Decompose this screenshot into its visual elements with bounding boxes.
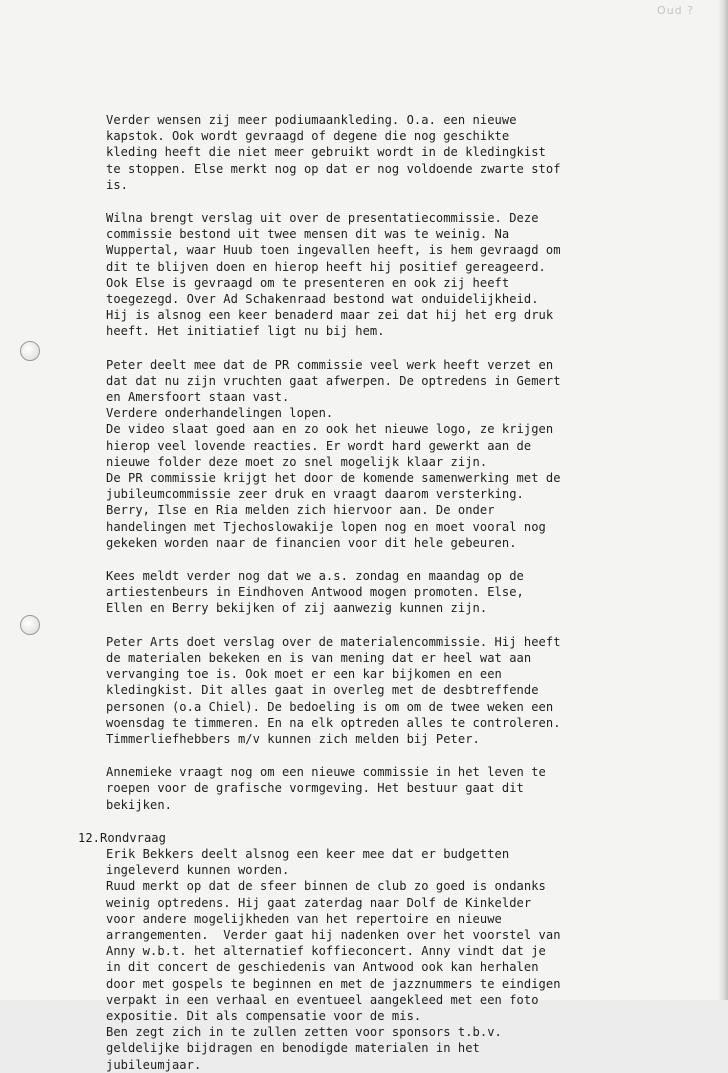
paragraph-podium-clothing: Verder wensen zij meer podiumaankleding. O.a. een nieuwe kapstok. Ook wordt gevraagd of degene die nog geschikte kleding heeft die niet meer gebruikt wordt in de kledingkist te stoppen. Else merkt nog op dat er nog voldoende zwarte stof is. bbox=[106, 113, 561, 192]
minutes-body bbox=[78, 112, 666, 1073]
paragraph-artist-fair: Kees meldt verder nog dat we a.s. zondag en maandag op de artiestenbeurs in Eindhoven Antwood mogen promoten. Else, Ellen en Berry bekijken of zij aanwezig kunnen zijn. bbox=[106, 569, 524, 616]
section-body: Erik Bekkers deelt alsnog een keer mee dat er budgetten ingeleverd kunnen worden. Ruud merkt op dat de sfeer binnen de club zo goed is ondanks weinig optredens. Hij gaat zaterdag naar Dolf de Kinkelder voor andere mogelijkheden van het repertoire en nieuwe arrangementen. Verder gaat hij nadenken over het voorstel van Anny w.b.t. het alternatief koffieconcert. Anny vindt dat je in dit concert de geschiedenis van Antwood ook kan herhalen door met gospels te beginnen en met de jazznummers te eindigen verpakt in een verhaal en eventueel aangekleed met een foto expositie. Dit als compensatie voor de mis. Ben zegt zich in te zullen zetten voor sponsors t.b.v. geldelijke bijdragen en benodigde materialen in het jubileumjaar. bbox=[106, 846, 561, 1072]
paragraph-materials-committee: Peter Arts doet verslag over de materialencommissie. Hij heeft de materialen bekeken en is van mening dat er heel wat aan vervanging toe is. Ook moet er een kar bijkomen en een kledingkist. Dit alles gaat in overleg met de desbtreffende personen (o.a Chiel). De bedoeling is om om de twee weken een woensdag te timmeren. En na elk optreden alles te controleren. Timmerliefhebbers m/v kunnen zich melden bij Peter. bbox=[106, 634, 561, 746]
paragraph-presentation-committee: Wilna brengt verslag uit over de presentatiecommissie. Deze commissie bestond uit twee mensen dit was te weinig. Na Wuppertal, waar Huub toen ingevallen heeft, is hem gevraagd om dit te blijven doen en hierop heeft hij positief gereageerd. Ook Else is gevraagd om te presenteren en ook zij heeft toegezegd. Over Ad Schakenraad bestond wat onduidelijkheid. Hij is alsnog een keer benaderd maar zei dat hij het erg druk heeft. Het initiatief ligt nu bij hem. bbox=[106, 211, 561, 339]
page-edge-shadow bbox=[718, 0, 728, 1000]
section-heading: 12.Rondvraag bbox=[78, 830, 166, 845]
paragraph-pr-committee: Peter deelt mee dat de PR commissie veel werk heeft verzet en dat dat nu zijn vruchten gaat afwerpen. De optredens in Gemert en Amersfoort staan vast. Verdere onderhandelingen lopen. De video slaat goed aan en zo ook het nieuwe logo, ze krijgen hierop veel lovende reacties. Er wordt hard gewerkt aan de nieuwe folder deze moet zo snel mogelijk klaar zijn. De PR commissie krijgt het door de komende samenwerking met de jubileumcommissie zeer druk en vraagt daarom versterking. Berry, Ilse en Ria melden zich hiervoor aan. De onder handelingen met Tjechoslowakije lopen nog en moet vooral nog gekeken worden naar de financien voor dit hele gebeuren. bbox=[106, 357, 561, 550]
corner-note: Oud ? bbox=[657, 4, 694, 17]
paragraph-graphic-design: Annemieke vraagt nog om een nieuwe commissie in het leven te roepen voor de grafische vormgeving. Het bestuur gaat dit bekijken. bbox=[106, 765, 546, 812]
section-rondvraag bbox=[78, 830, 666, 1073]
punch-hole-bottom bbox=[20, 615, 40, 635]
punch-hole-top bbox=[20, 341, 40, 361]
